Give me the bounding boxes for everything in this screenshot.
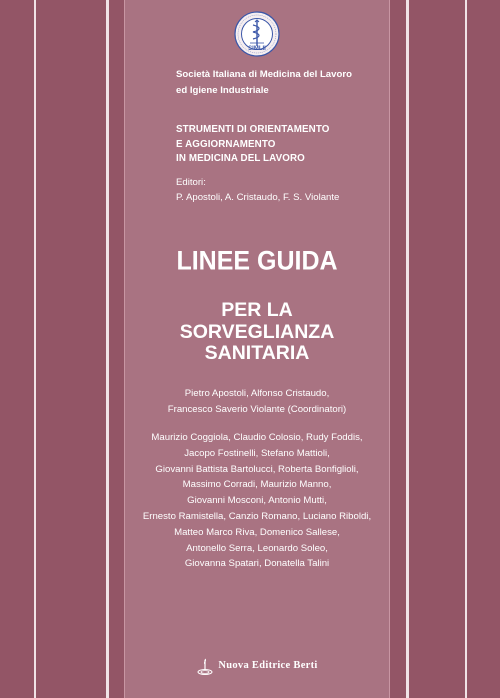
author-line: Antonello Serra, Leonardo Soleo, [186,542,328,554]
author-line: Ernesto Ramistella, Canzio Romano, Luciano Riboldi, [142,510,372,522]
series-line-2: E AGGIORNAMENTO [176,138,276,150]
coordinators [124,386,390,417]
author-line: Jacopo Fostinelli, Stefano Mattioli, [184,447,330,459]
society-name [176,67,376,99]
author-line: Giovanna Spatari, Donatella Talini [184,558,330,570]
left-stripe-outer [34,0,36,698]
publisher-name: Nuova Editrice Berti [218,660,318,671]
society-line-1: Società Italiana di Medicina del Lavoro [176,69,352,80]
authors-list [124,430,390,572]
author-line: Maurizio Coggiola, Claudio Colosio, Rudy Foddis, [151,432,363,443]
editors-names: P. Apostoli, A. Cristaudo, F. S. Violante [176,191,340,203]
editors-label: Editori: [176,177,206,188]
author-line: Matteo Marco Riva, Domenico Sallese, [174,526,340,538]
subtitle [124,300,390,365]
simlii-logo-icon [233,10,281,58]
subtitle-line-3: SANITARIA [204,342,310,364]
series-title [176,123,386,167]
subtitle-line-2: SORVEGLIANZA [179,320,335,343]
right-stripe-inner [406,0,409,698]
author-line: Massimo Corradi, Maurizio Manno, [182,479,332,491]
subtitle-line-1: PER LA [221,299,293,321]
main-title: LINEE GUIDA [176,245,338,277]
coordinators-line-2: Francesco Saverio Violante (Coordinatori) [167,403,347,415]
publisher [124,656,390,676]
author-line: Giovanni Mosconi, Antonio Mutti, [187,495,327,507]
editors-block [176,176,386,205]
publisher-logo-icon [196,656,214,676]
society-line-2: ed Igiene Industriale [176,85,269,96]
logo-acronym: SIMLII [248,46,266,52]
author-line: Giovanni Battista Bartolucci, Roberta Bonfiglioli, [155,463,359,475]
cover-content [124,0,390,698]
series-line-3: IN MEDICINA DEL LAVORO [176,153,305,164]
coordinators-line-1: Pietro Apostoli, Alfonso Cristaudo, [184,388,330,399]
right-stripe-outer [465,0,467,698]
left-stripe-inner [106,0,109,698]
series-line-1: STRUMENTI DI ORIENTAMENTO [176,124,330,135]
